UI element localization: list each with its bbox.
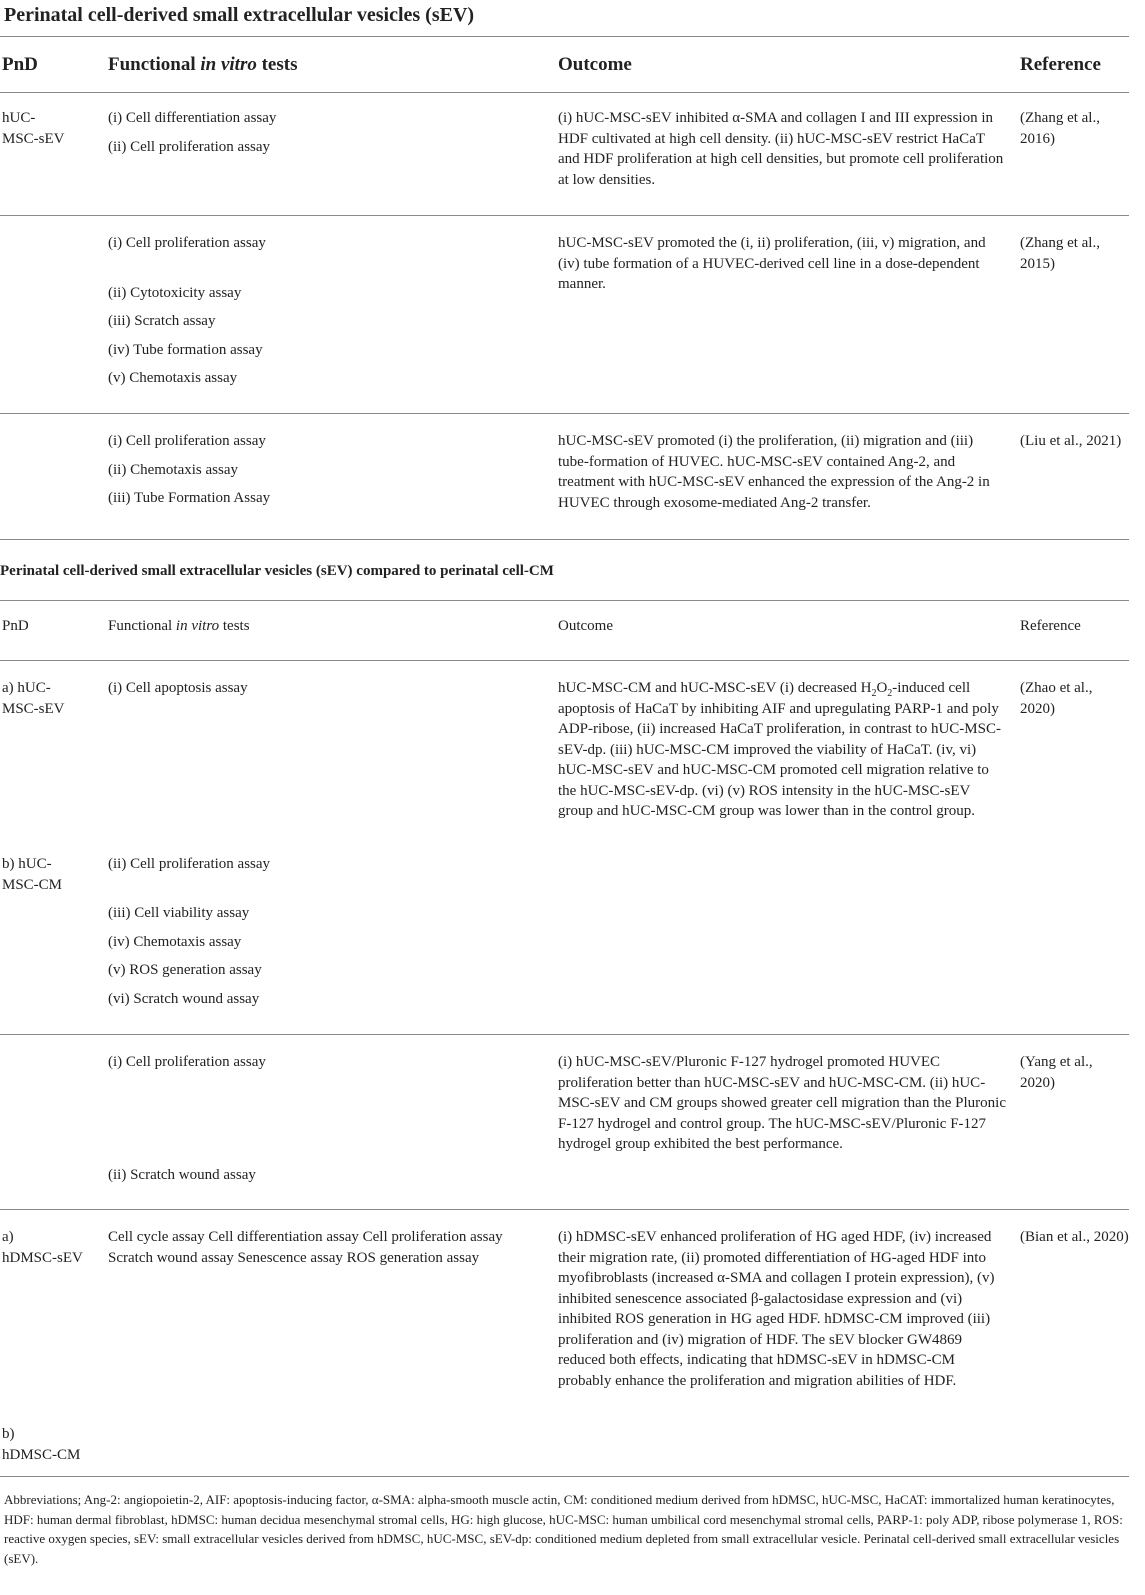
row-reference: (Bian et al., 2020)	[1020, 1229, 1129, 1245]
row-reference: (Yang et al., 2020)	[1020, 1054, 1093, 1091]
header-outcome: Outcome	[558, 618, 613, 634]
row-pnd-b: b) hDMSC-CM	[2, 1426, 81, 1463]
row-pnd-b: b) hUC- MSC-CM	[2, 856, 63, 893]
row-pnd-a: a) hDMSC-sEV	[2, 1229, 83, 1266]
row-outcome: hUC-MSC-sEV promoted (i) the proliferation, (ii) migration and (iii) tube-formation of HUVEC. hUC-MSC-sEV contained Ang-2, and treatment with hUC-MSC-sEV enhanced the expression of the Ang-2 in HUVEC through exosome-mediated Ang-2 transfer.	[558, 433, 990, 511]
row-pnd: hUC- MSC-sEV	[2, 110, 65, 147]
divider	[0, 539, 1129, 540]
divider	[0, 215, 1129, 216]
divider	[0, 600, 1129, 601]
row-tests: (i) Cell proliferation assay (ii) Chemotaxis assay (iii) Tube Formation Assay	[108, 433, 271, 506]
row-reference: (Zhang et al., 2016)	[1020, 110, 1100, 147]
divider	[0, 1034, 1129, 1035]
divider	[0, 413, 1129, 414]
row-tests: Cell cycle assay Cell differentiation assay Cell proliferation assay Scratch wound assay Senescence assay ROS generation assay	[108, 1229, 503, 1266]
header-tests: Functional in vitro tests	[108, 618, 250, 634]
header-reference: Reference	[1020, 54, 1101, 75]
header-outcome: Outcome	[558, 54, 632, 75]
row-reference: (Liu et al., 2021)	[1020, 433, 1122, 449]
abbreviations-footnote: Abbreviations; Ang-2: angiopoietin-2, AIF: apoptosis-inducing factor, α-SMA: alpha-smooth muscle actin, CM: conditioned medium derived from hDMSC, hUC-MSC, HaCAT: immortalized human keratinocytes, HDF: human dermal fibroblast, hDMSC: human decidua mesenchymal stromal cells, HG: high glucose, hUC-MSC: human umbilical cord mesenchymal stromal cells, PARP-1: poly ADP, ribose polymerase 1, ROS: reactive oxygen species, sEV: small extracellular vesicles derived from hDMSC, hUC-MSC, sEV-dp: conditioned medium depleted from small extracellular vesicle. Perinatal cell-derived small extracellular vesicles (sEV).	[4, 1492, 1123, 1566]
header-pnd: PnD	[2, 618, 29, 634]
row-outcome: (i) hUC-MSC-sEV/Pluronic F-127 hydrogel promoted HUVEC proliferation better than hUC-MSC-sEV and hUC-MSC-CM. (ii) hUC-MSC-sEV and CM groups showed greater cell migration than the Pluronic F-127 hydrogel and control group. The hUC-MSC-sEV/Pluronic F-127 hydrogel group exhibited the best performance.	[558, 1054, 1006, 1152]
row-tests: (i) Cell proliferation assay (ii) Scratch wound assay	[108, 1054, 266, 1183]
divider	[0, 1476, 1129, 1477]
header-tests: Functional in vitro tests	[108, 54, 298, 75]
section-1-title: Perinatal cell-derived small extracellular vesicles (sEV)	[4, 4, 475, 26]
row-pnd-a: a) hUC- MSC-sEV	[2, 680, 65, 717]
divider	[0, 1209, 1129, 1210]
row-reference: (Zhao et al., 2020)	[1020, 680, 1093, 717]
row-reference: (Zhang et al., 2015)	[1020, 235, 1100, 272]
header-pnd: PnD	[2, 54, 38, 75]
section-2-title: Perinatal cell-derived small extracellular vesicles (sEV) compared to perinatal cell-CM	[0, 563, 554, 579]
row-outcome: (i) hUC-MSC-sEV inhibited α-SMA and collagen I and III expression in HDF cultivated at high cell density. (ii) hUC-MSC-sEV restrict HaCaT and HDF proliferation at high cell densities, but promote cell proliferation at low densities.	[558, 110, 1004, 188]
divider	[0, 92, 1129, 93]
header-reference: Reference	[1020, 618, 1081, 634]
row-tests: (i) Cell differentiation assay (ii) Cell proliferation assay	[108, 110, 277, 155]
row-outcome: hUC-MSC-sEV promoted the (i, ii) proliferation, (iii, v) migration, and (iv) tube formation of a HUVEC-derived cell line in a dose-dependent manner.	[558, 235, 986, 292]
row-outcome: hUC-MSC-CM and hUC-MSC-sEV (i) decreased $H_2O_2$-induced cell apoptosis of HaCaT by inhibiting AIF and upregulating PARP-1 and poly ADP-ribose, (ii) increased HaCaT proliferation, in contrast to hUC-MSC-sEV-dp. (iii) hUC-MSC-CM improved the viability of HaCaT. (iv, vi) hUC-MSC-sEV and hUC-MSC-CM promoted cell migration relative to the hUC-MSC-sEV-dp. (vi) (v) ROS intensity in the hUC-MSC-sEV group and hUC-MSC-CM group was lower than in the control group.	[558, 680, 1001, 819]
divider	[0, 36, 1129, 37]
row-tests: (i) Cell proliferation assay (ii) Cytotoxicity assay (iii) Scratch assay (iv) Tube formation assay (v) Chemotaxis assay	[108, 235, 266, 386]
divider	[0, 660, 1129, 661]
row-outcome: (i) hDMSC-sEV enhanced proliferation of HG aged HDF, (iv) increased their migration rate, (ii) promoted differentiation of HG-aged HDF into myofibroblasts (increased α-SMA and collagen I protein expression), (v) inhibited senescence associated β-galactosidase expression and (vi) inhibited ROS generation in HG aged HDF. hDMSC-CM improved (iii) proliferation and (iv) migration of HDF. The sEV blocker GW4869 reduced both effects, indicating that hDMSC-sEV in hDMSC-CM probably enhance the proliferation and migration abilities of HDF.	[558, 1229, 995, 1389]
row-tests: (i) Cell apoptosis assay (ii) Cell proliferation assay (iii) Cell viability assay (iv) Chemotaxis assay (v) ROS generation assay (vi) Scratch wound assay	[108, 680, 271, 1007]
